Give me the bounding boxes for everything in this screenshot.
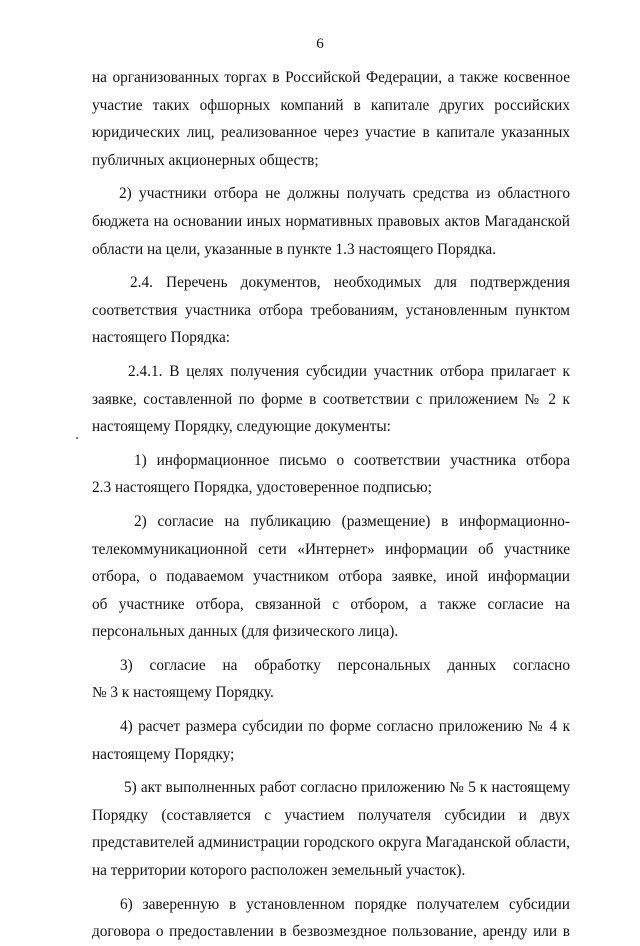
text-line: публичных акционерных обществ; [92, 151, 319, 169]
paragraph-item-2 [92, 180, 570, 263]
paragraph-doc-2 [92, 508, 570, 646]
text-line: 4) расчет размера субсидии по форме согласно приложению № 4 к [120, 718, 570, 736]
page-number: 6 [316, 36, 324, 52]
text-line: об участнике отбора, связанной с отбором, а также согласие на [92, 595, 570, 613]
text-line: 2.4. Перечень документов, необходимых для подтверждения [130, 274, 570, 292]
text-line: 6) заверенную в установленном порядке получателем субсидии [120, 895, 570, 913]
text-line: 2) согласие на публикацию (размещение) в информационно- [134, 512, 570, 530]
text-line: договора о предоставлении в безвозмездное пользование, аренду или в [92, 923, 570, 941]
paragraph-doc-4 [92, 713, 570, 768]
text-line: бюджета на основании иных нормативных правовых актов Магаданской [92, 212, 570, 230]
text-line: соответствия участника отбора требованиям, установленным пунктом [92, 301, 570, 319]
text-line: юридических лиц, реализованное через участие в капитале указанных [92, 124, 570, 142]
text-line: на организованных торгах в Российской Федерации, а также косвенное [92, 69, 570, 86]
scan-mark [76, 437, 78, 439]
text-line: персональных данных (для физического лица). [92, 623, 399, 641]
paragraph-doc-3 [92, 652, 570, 707]
text-line: 2.3 настоящего Порядка, удостоверенное подписью; [92, 479, 432, 497]
paragraph-doc-6 [92, 891, 570, 946]
document-body [92, 64, 570, 946]
text-line: 2) участники отбора не должны получать средства из областного [119, 185, 570, 203]
text-line: области на цели, указанные в пункте 1.3 настоящего Порядка. [92, 240, 497, 258]
paragraph-2-4-1 [92, 358, 570, 441]
text-line: № 3 к настоящему Порядку. [92, 684, 274, 702]
paragraph-continuation [92, 64, 570, 174]
text-line: настоящему Порядку; [92, 745, 235, 763]
paragraph-doc-1 [92, 447, 570, 502]
text-line: настоящего Порядка: [92, 329, 230, 347]
text-line: 2.4.1. В целях получения субсидии участник отбора прилагает к [128, 362, 570, 380]
text-line: Порядку (составляется с участием получателя субсидии и двух [92, 806, 570, 824]
text-line: заявке, составленной по форме в соответствии с приложением № 2 к [92, 390, 570, 408]
text-line: 5) акт выполненных работ согласно приложению № 5 к настоящему [124, 779, 570, 797]
text-line: на территории которого расположен земельный участок). [92, 862, 466, 880]
text-line: 1) информационное письмо о соответствии участника отбора [134, 451, 570, 469]
paragraph-doc-5 [92, 774, 570, 884]
text-line: настоящему Порядку, следующие документы: [92, 418, 391, 436]
text-line: отбора, о подаваемом участником отбора заявке, иной информации [92, 568, 570, 586]
text-line: телекоммуникационной сети «Интернет» информации об участнике [92, 540, 570, 558]
text-line: представителей администрации городского округа Магаданской области, [92, 834, 570, 852]
text-line: участие таких офшорных компаний в капитале других российских [92, 96, 570, 114]
text-line: 3) согласие на обработку персональных данных согласно [120, 656, 570, 674]
paragraph-2-4 [92, 269, 570, 352]
